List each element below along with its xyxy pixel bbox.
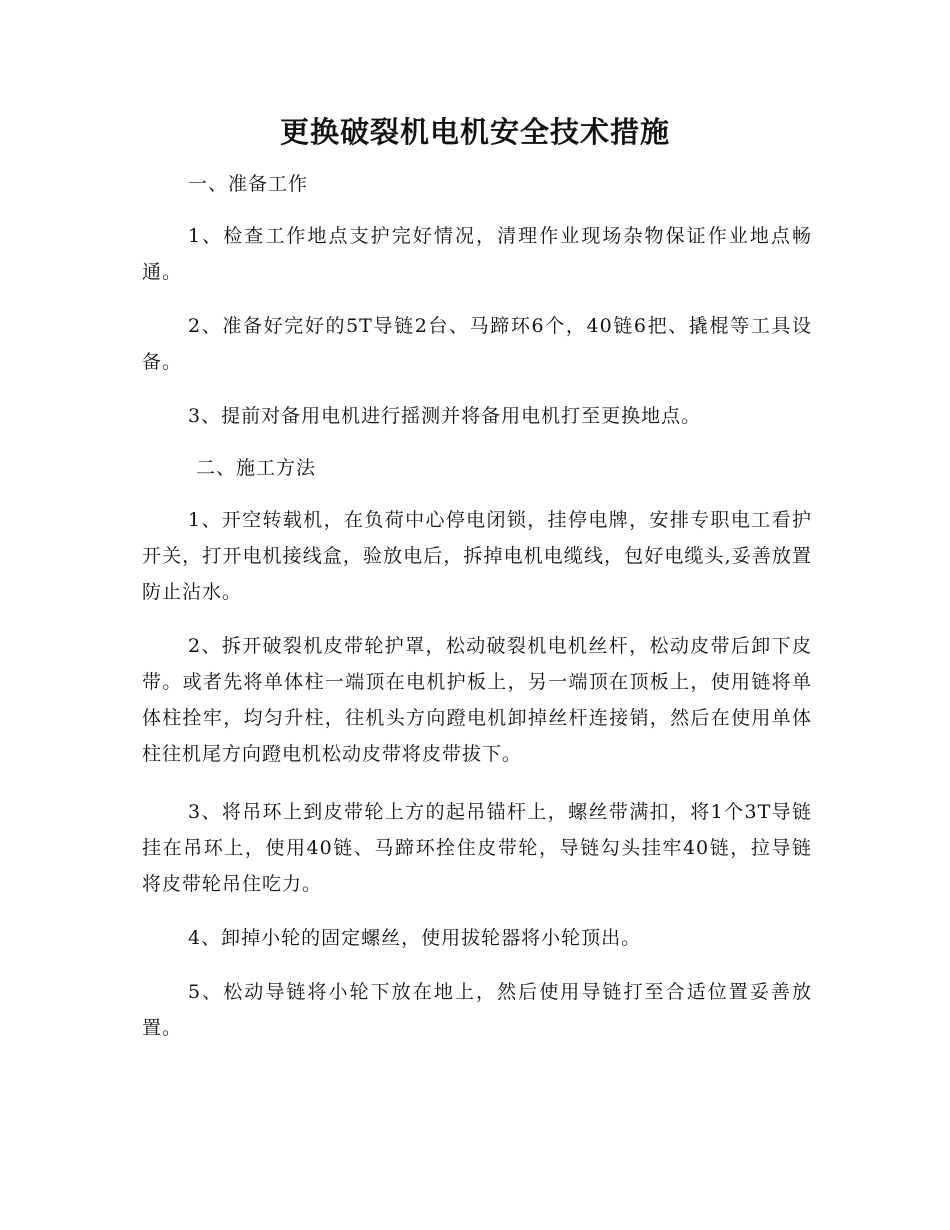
paragraph: 2、准备好完好的5T导链2台、马蹄环6个，40链6把、撬棍等工具设备。: [142, 315, 812, 373]
paragraph: 1、检查工作地点支护完好情况，清理作业现场杂物保证作业地点畅通。: [142, 225, 812, 283]
section-heading-method: 二、施工方法: [196, 457, 317, 479]
paragraph: 4、卸掉小轮的固定螺丝，使用拔轮器将小轮顶出。: [188, 927, 642, 949]
paragraph: 3、将吊环上到皮带轮上方的起吊锚杆上，螺丝带满扣，将1个3T导链挂在吊环上，使用40链、马蹄环拴住皮带轮，导链勾头挂牢40链，拉导链将皮带轮吊住吃力。: [142, 801, 812, 895]
paragraph: 3、提前对备用电机进行摇测并将备用电机打至更换地点。: [188, 405, 702, 427]
paragraph: 5、松动导链将小轮下放在地上，然后使用导链打至合适位置妥善放置。: [142, 981, 812, 1039]
section-heading-preparation: 一、准备工作: [188, 173, 309, 195]
paragraph: 1、开空转载机，在负荷中心停电闭锁，挂停电牌，安排专职电工看护开关，打开电机接线盒，验放电后，拆掉电机电缆线，包好电缆头,妥善放置防止沾水。: [142, 509, 812, 603]
paragraph: 2、拆开破裂机皮带轮护罩，松动破裂机电机丝杆，松动皮带后卸下皮带。或者先将单体柱一端顶在电机护板上，另一端顶在顶板上，使用链将单体柱拴牢，均匀升柱，往机头方向蹬电机卸掉丝杆连接销，然后在使用单体柱往机尾方向蹬电机松动皮带将皮带拔下。: [142, 635, 812, 765]
document-title: 更换破裂机电机安全技术措施: [279, 115, 670, 149]
